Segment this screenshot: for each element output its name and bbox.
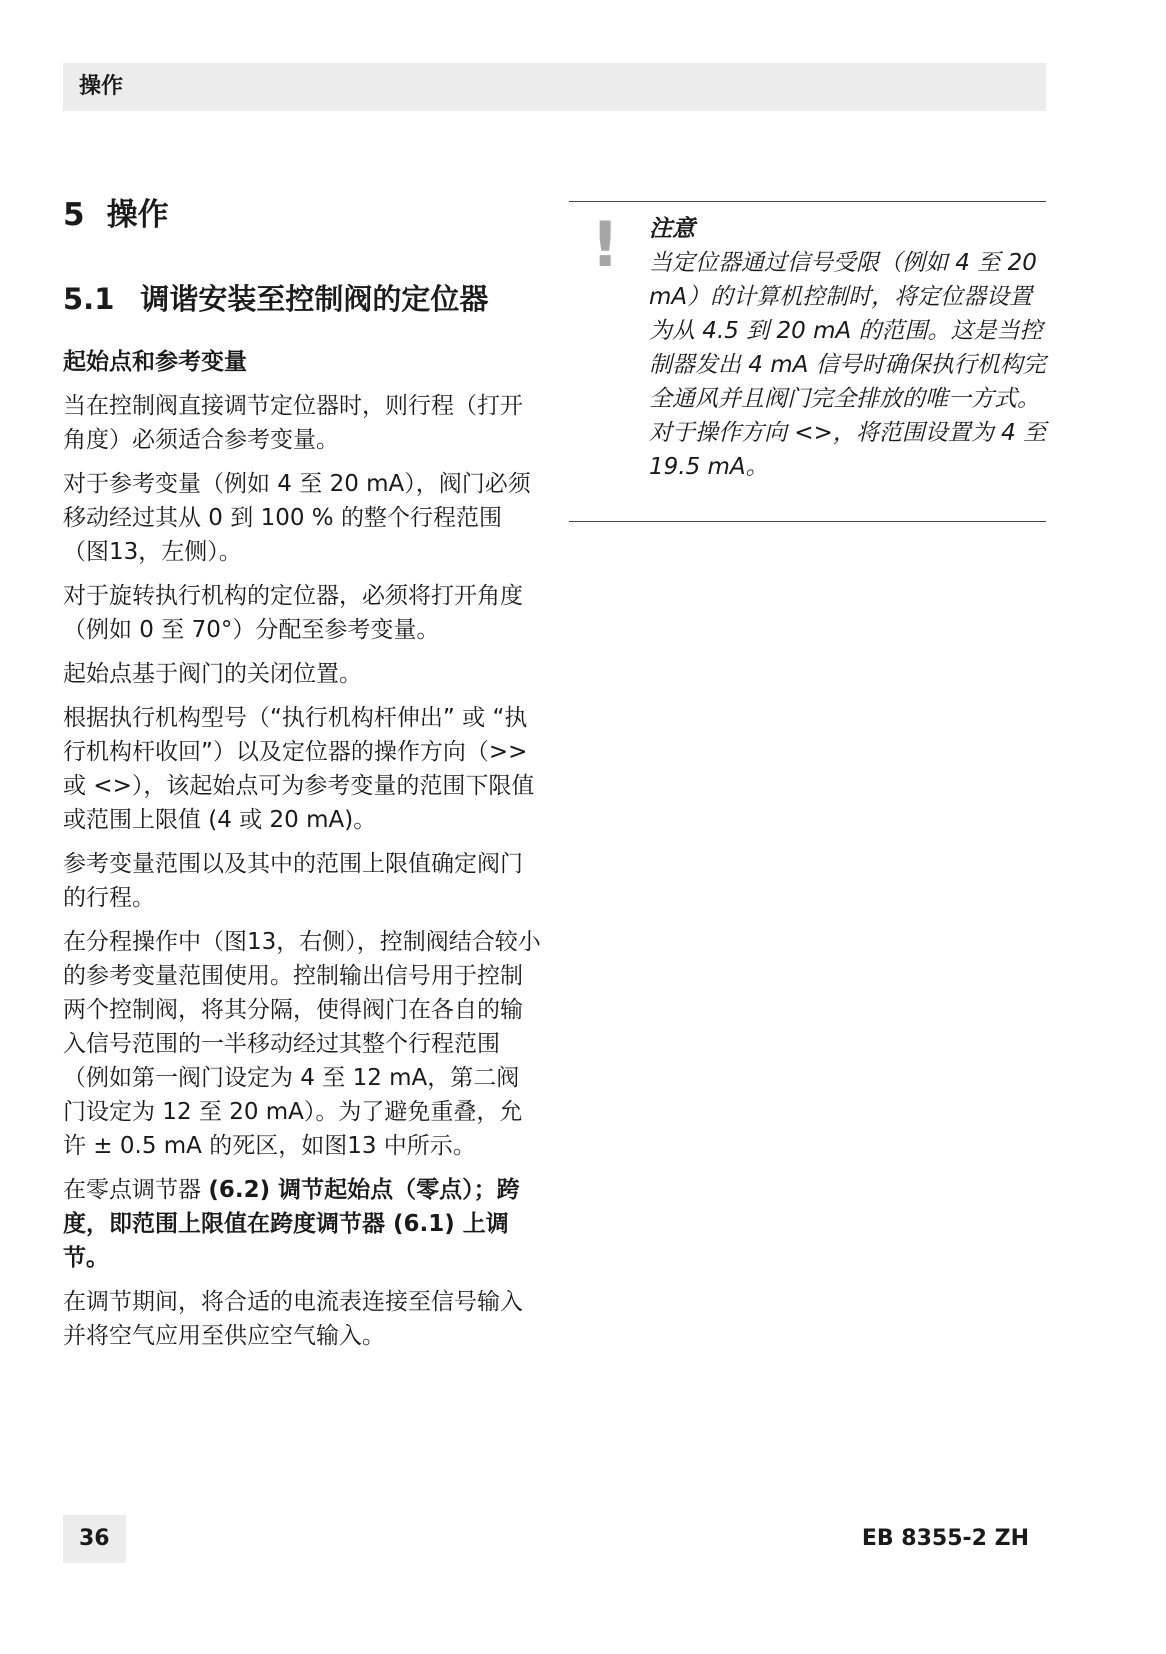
chapter-title bbox=[63, 195, 169, 235]
section-number: 5.1 bbox=[63, 282, 115, 316]
paragraph: 在分程操作中（图13，右侧），控制阀结合较小的参考变量范围使用。控制输出信号用于控制两个控制阀，将其分隔，使得阀门在各自的输入信号范围的一半移动经过其整个行程范围（例如第一阀门设定为 4 至 12 mA，第二阀门设定为 12 至 20 mA）。为了避免重叠，允许 ± 0.5 mA 的死区，如图13 中所示。 bbox=[63, 929, 541, 1159]
paragraph: 对于参考变量（例如 4 至 20 mA），阀门必须移动经过其从 0 到 100 % 的整个行程范围（图13，左侧）。 bbox=[63, 471, 531, 565]
note-body bbox=[649, 212, 1049, 484]
zero-span-paragraph bbox=[63, 1173, 541, 1275]
page-number-box bbox=[63, 1515, 126, 1563]
note-heading: 注意 bbox=[649, 216, 695, 242]
zero-span-prefix: 在零点调节器 bbox=[63, 1177, 209, 1203]
running-header bbox=[63, 63, 1046, 111]
running-header-title: 操作 bbox=[79, 74, 124, 99]
chapter-number: 5 bbox=[63, 197, 85, 233]
section-title bbox=[63, 280, 488, 318]
paragraph: 参考变量范围以及其中的范围上限值确定阀门的行程。 bbox=[63, 851, 523, 911]
section-title-text: 调谐安装至控制阀的定位器 bbox=[140, 282, 489, 316]
exclamation-icon: ! bbox=[591, 208, 620, 281]
chapter-title-text: 操作 bbox=[106, 197, 169, 233]
page-number: 36 bbox=[79, 1526, 110, 1551]
zero-span-emphasis: (6.2) 调节起始点（零点）；跨度，即范围上限值在跨度调节器 (6.1) 上调节。 bbox=[63, 1177, 520, 1271]
note-text: 当定位器通过信号受限（例如 4 至 20 mA）的计算机控制时，将定位器设置为从 4.5 到 20 mA 的范围。这是当控制器发出 4 mA 信号时确保执行机构完全通风并且阀门完全排放的唯一方式。 bbox=[649, 250, 1046, 412]
paragraph: 起始点基于阀门的关闭位置。 bbox=[63, 661, 362, 687]
note-box bbox=[569, 201, 1046, 522]
main-text-column bbox=[63, 345, 541, 1363]
subheading: 起始点和参考变量 bbox=[63, 349, 247, 375]
document-id: EB 8355-2 ZH bbox=[861, 1526, 1029, 1551]
paragraph: 对于旋转执行机构的定位器，必须将打开角度（例如 0 至 70°）分配至参考变量。 bbox=[63, 583, 523, 643]
paragraph: 在调节期间，将合适的电流表连接至信号输入并将空气应用至供应空气输入。 bbox=[63, 1289, 523, 1349]
note-text: 对于操作方向 <>，将范围设置为 4 至 19.5 mA。 bbox=[649, 420, 1047, 480]
paragraph: 根据执行机构型号（“执行机构杆伸出” 或 “执行机构杆收回”）以及定位器的操作方向（>> 或 <>），该起始点可为参考变量的范围下限值或范围上限值 (4 或 20 mA)。 bbox=[63, 705, 535, 833]
paragraph: 当在控制阀直接调节定位器时，则行程（打开角度）必须适合参考变量。 bbox=[63, 393, 523, 453]
